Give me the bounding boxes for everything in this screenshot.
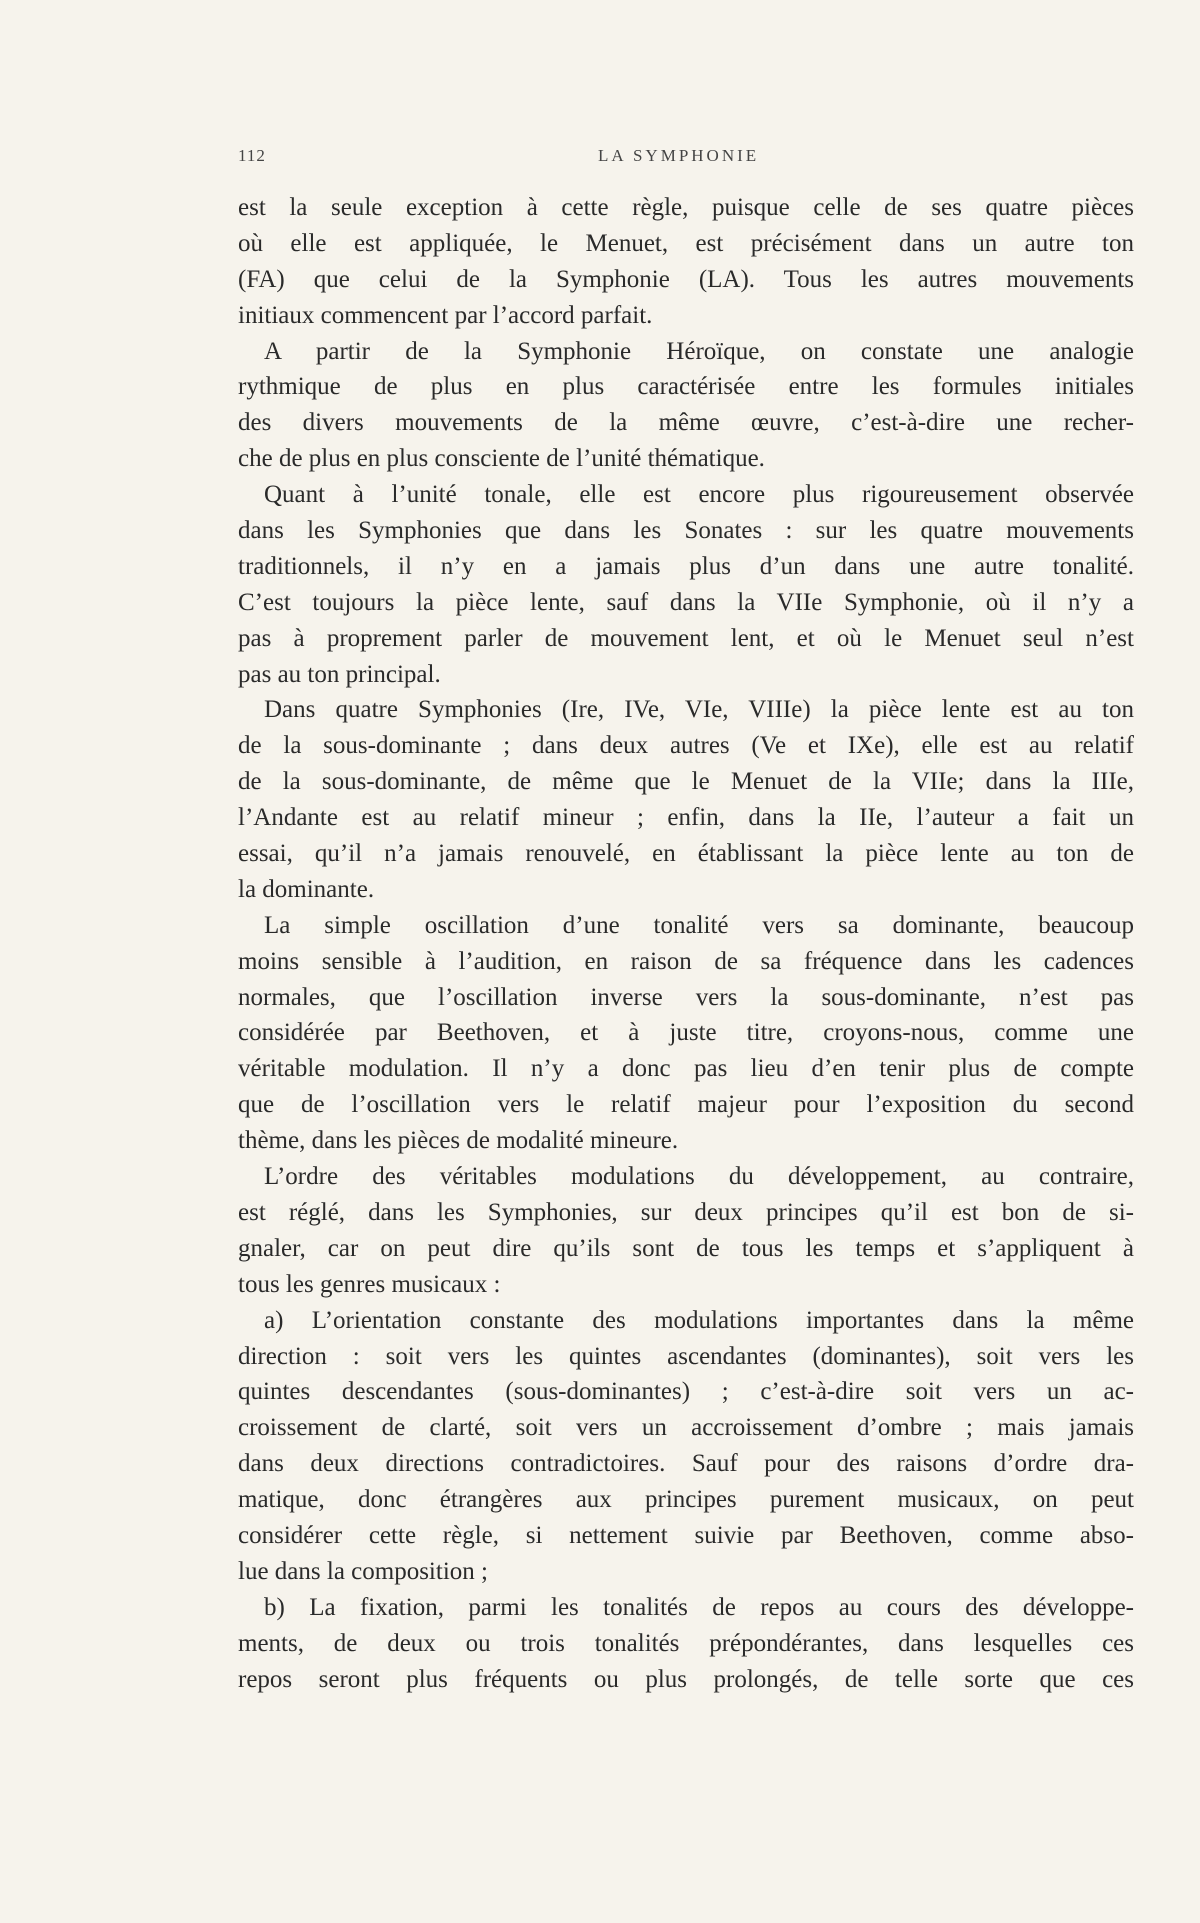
text-line: est la seule exception à cette règle, puisque celle de ses quatre pièces (238, 194, 1134, 221)
running-title: LA SYMPHONIE (598, 146, 760, 165)
text-line: des divers mouvements de la même œuvre, c’est-à-dire une recher- (238, 409, 1134, 437)
text-line: a) L’orientation constante des modulations importantes dans la même (264, 1306, 1134, 1334)
text-line: initiaux commencent par l’accord parfait. (238, 301, 653, 329)
text-line: croissement de clarté, soit vers un accroissement d’ombre ; mais jamais (238, 1414, 1134, 1442)
text-line: C’est toujours la pièce lente, sauf dans la VIIe Symphonie, où il n’y a (238, 588, 1134, 616)
page-number: 112 (238, 146, 266, 165)
text-line: (FA) que celui de la Symphonie (LA). Tous les autres mouvements (238, 265, 1134, 293)
text-line: che de plus en plus consciente de l’unité thématique. (238, 445, 765, 473)
text-line: que de l’oscillation vers le relatif majeur pour l’exposition du second (238, 1091, 1134, 1119)
text-line: dans deux directions contradictoires. Sauf pour des raisons d’ordre dra- (238, 1450, 1134, 1478)
text-line: pas à proprement parler de mouvement lent, et où le Menuet seul n’est (238, 624, 1134, 652)
text-line: matique, donc étrangères aux principes purement musicaux, on peut (238, 1486, 1134, 1514)
text-line: b) La fixation, parmi les tonalités de repos au cours des développe- (264, 1593, 1134, 1621)
text-line: quintes descendantes (sous-dominantes) ; c’est-à-dire soit vers un ac- (238, 1378, 1134, 1406)
text-line: de la sous-dominante ; dans deux autres (Ve et IXe), elle est au relatif (238, 732, 1134, 760)
text-line: A partir de la Symphonie Héroïque, on constate une analogie (264, 337, 1134, 365)
text-line: normales, que l’oscillation inverse vers la sous-dominante, n’est pas (238, 983, 1134, 1011)
text-line: thème, dans les pièces de modalité mineure. (238, 1127, 679, 1155)
text-line: véritable modulation. Il n’y a donc pas lieu d’en tenir plus de compte (238, 1055, 1134, 1083)
body-text (238, 190, 1134, 1697)
text-line: traditionnels, il n’y en a jamais plus d’un dans une autre tonalité. (238, 552, 1134, 580)
text-line: essai, qu’il n’a jamais renouvelé, en établissant la pièce lente au ton de (238, 840, 1134, 868)
text-line: tous les genres musicaux : (238, 1270, 501, 1298)
text-line: l’Andante est au relatif mineur ; enfin, dans la IIe, l’auteur a fait un (238, 804, 1134, 832)
text-line: est réglé, dans les Symphonies, sur deux principes qu’il est bon de si- (238, 1198, 1134, 1226)
text-line: La simple oscillation d’une tonalité vers sa dominante, beaucoup (264, 911, 1134, 939)
page-header (238, 146, 1134, 170)
text-line: repos seront plus fréquents ou plus prolongés, de telle sorte que ces (238, 1665, 1134, 1693)
text-line: de la sous-dominante, de même que le Menuet de la VIIe; dans la IIIe, (238, 768, 1134, 796)
text-line: rythmique de plus en plus caractérisée entre les formules initiales (238, 373, 1134, 401)
text-line: considérer cette règle, si nettement suivie par Beethoven, comme abso- (238, 1521, 1134, 1549)
text-line: ments, de deux ou trois tonalités prépondérantes, dans lesquelles ces (238, 1629, 1134, 1657)
text-line: où elle est appliquée, le Menuet, est précisément dans un autre ton (238, 229, 1134, 257)
text-line: la dominante. (238, 875, 375, 903)
text-line: moins sensible à l’audition, en raison de sa fréquence dans les cadences (238, 947, 1134, 975)
text-line: Quant à l’unité tonale, elle est encore plus rigoureusement observée (264, 481, 1134, 509)
text-line: gnaler, car on peut dire qu’ils sont de tous les temps et s’appliquent à (238, 1234, 1134, 1262)
text-line: lue dans la composition ; (238, 1557, 488, 1585)
text-line: dans les Symphonies que dans les Sonates : sur les quatre mouvements (238, 517, 1134, 545)
text-line: pas au ton principal. (238, 660, 441, 688)
text-line: L’ordre des véritables modulations du développement, au contraire, (264, 1163, 1134, 1191)
text-line: considérée par Beethoven, et à juste titre, croyons-nous, comme une (238, 1019, 1134, 1047)
text-line: direction : soit vers les quintes ascendantes (dominantes), soit vers les (238, 1342, 1134, 1370)
text-line: Dans quatre Symphonies (Ire, IVe, VIe, VIIIe) la pièce lente est au ton (264, 696, 1134, 724)
